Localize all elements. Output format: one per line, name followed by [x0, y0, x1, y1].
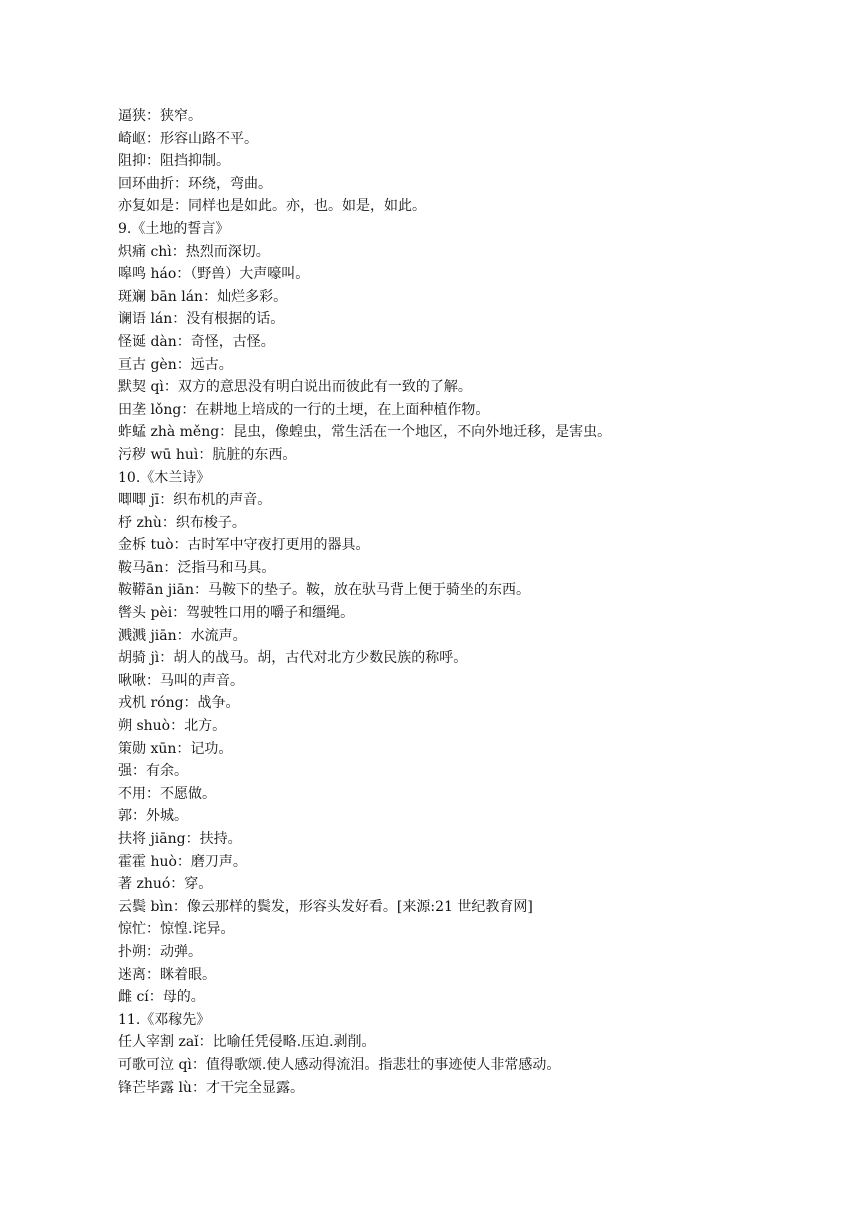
- text-line: 扶将 jiāng：扶持。: [118, 831, 242, 847]
- text-line: 溅溅 jiān：水流声。: [118, 627, 247, 644]
- text-line: 谰语 lán：没有根据的话。: [118, 311, 285, 328]
- text-line: 扑朔：动弹。: [118, 943, 202, 960]
- text-line: 任人宰割 zaǐ：比喻任凭侵略.压迫.剥削。: [118, 1034, 376, 1051]
- text-line: 胡骑 jì：胡人的战马。胡，古代对北方少数民族的称呼。: [118, 650, 468, 667]
- text-line: 唧唧 jī：织布机的声音。: [118, 492, 272, 509]
- text-line: 惊忙：惊惶.诧异。: [118, 921, 235, 938]
- text-line: 鞍鞯ān jiān：马鞍下的垫子。鞍，放在驮马背上便于骑坐的东西。: [118, 582, 530, 599]
- text-line: 怪诞 dàn：奇怪，古怪。: [118, 333, 275, 350]
- text-line: 著 zhuó：穿。: [118, 876, 213, 893]
- section-heading-9: 9.《土地的誓言》: [118, 220, 230, 237]
- text-line: 炽痛 chì：热烈而深切。: [118, 243, 270, 260]
- text-line: 强：有余。: [118, 763, 188, 780]
- text-line: 金柝 tuò：古时军中守夜打更用的器具。: [118, 537, 370, 554]
- text-line: 斑斓 bān lán：灿烂多彩。: [118, 288, 288, 305]
- text-line: 朔 shuò：北方。: [118, 718, 227, 735]
- text-line: 默契 qì：双方的意思没有明白说出而彼此有一致的了解。: [118, 379, 472, 396]
- text-line: 回环曲折：环绕，弯曲。: [118, 175, 272, 192]
- text-line: 杼 zhù：织布梭子。: [118, 514, 246, 531]
- text-line: 鞍马ān：泛指马和马具。: [118, 559, 276, 576]
- text-line: 迷离：眯着眼。: [118, 966, 216, 983]
- text-line: 锋芒毕露 lù：才干完全显露。: [118, 1079, 304, 1096]
- text-line: 阻抑：阻挡抑制。: [118, 153, 230, 170]
- text-line: 雌 cí：母的。: [118, 989, 205, 1006]
- text-line: 可歌可泣 qì：值得歌颂.使人感动得流泪。指悲壮的事迹使人非常感动。: [118, 1056, 561, 1073]
- text-line: 啾啾：马叫的声音。: [118, 672, 244, 689]
- text-line: 辔头 pèi：驾驶牲口用的嚼子和缰绳。: [118, 605, 355, 622]
- text-line: 污秽 wū huì：肮脏的东西。: [118, 446, 297, 463]
- text-line: 田垄 lǒng：在耕地上培成的一行的土埂，在上面种植作物。: [118, 401, 490, 418]
- text-line: 云鬓 bìn：像云那样的鬓发，形容头发好看。[来源:21 世纪教育网]: [118, 898, 533, 915]
- text-line: 嗥鸣 háo：（野兽）大声嚎叫。: [118, 266, 310, 283]
- text-line: 亘古 gèn：远古。: [118, 356, 233, 373]
- text-line: 逼狭：狭窄。: [118, 108, 202, 124]
- document-body: [118, 105, 818, 1099]
- text-line: 崎岖：形容山路不平。: [118, 130, 258, 147]
- text-line: 霍霍 huò：磨刀声。: [118, 853, 247, 870]
- text-line: 亦复如是：同样也是如此。亦，也。如是，如此。: [118, 198, 426, 215]
- section-heading-11: 11.《邓稼先》: [118, 1011, 211, 1028]
- text-line: 郭：外城。: [118, 808, 188, 825]
- text-line: 策勋 xūn：记功。: [118, 740, 233, 757]
- text-line: 戎机 róng：战争。: [118, 695, 240, 712]
- text-line: 蚱蜢 zhà měng：昆虫，像蝗虫，常生活在一个地区，不向外地迁移，是害虫。: [118, 424, 612, 441]
- section-heading-10: 10.《木兰诗》: [118, 469, 211, 486]
- text-line: 不用：不愿做。: [118, 785, 216, 802]
